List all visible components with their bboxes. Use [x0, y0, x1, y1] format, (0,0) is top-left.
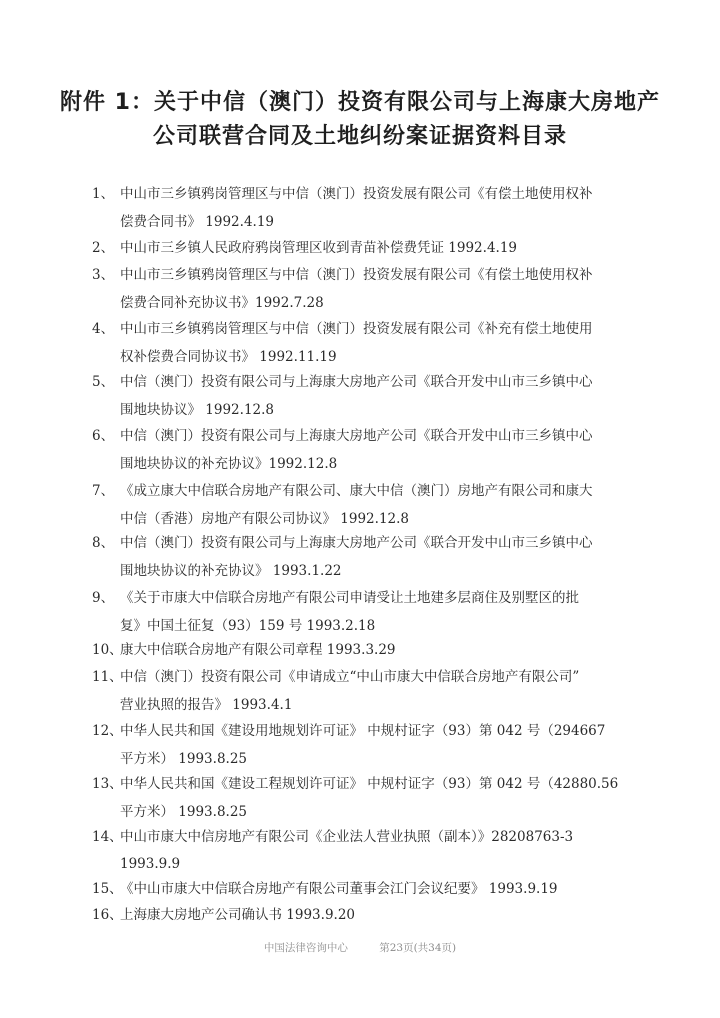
- item-text-line: 中信（澳门）投资有限公司与上海康大房地产公司《联合开发中山市三乡镇中心: [120, 428, 593, 444]
- item-number: 12、: [92, 723, 123, 739]
- item-number: 15、: [92, 881, 123, 897]
- item-text-line: 中山市康大中信房地产有限公司《企业法人营业执照（副本）》28208763-3: [120, 829, 574, 845]
- item-number: 14、: [92, 829, 123, 845]
- item-text-line: 平方米） 1993.8.25: [120, 751, 247, 767]
- item-text-line: 权补偿费合同协议书》 1992.11.19: [120, 349, 337, 365]
- item-text-line: 营业执照的报告》 1993.4.1: [120, 697, 293, 713]
- item-text-line: 中信（澳门）投资有限公司与上海康大房地产公司《联合开发中山市三乡镇中心: [120, 535, 593, 551]
- item-text-line: 围地块协议》 1992.12.8: [120, 402, 274, 418]
- document-title-line-1: 附件 1：关于中信（澳门）投资有限公司与上海康大房地产: [60, 90, 660, 115]
- item-number: 2、: [92, 240, 115, 256]
- item-number: 5、: [92, 374, 115, 390]
- item-number: 11、: [92, 669, 123, 685]
- item-text-line: 中山市三乡镇鸦岗管理区与中信（澳门）投资发展有限公司《有偿土地使用权补: [120, 186, 593, 202]
- item-text-line: 中华人民共和国《建设用地规划许可证》 中规村证字（93）第 042 号（294667: [120, 723, 606, 739]
- item-text-line: 围地块协议的补充协议》 1993.1.22: [120, 563, 342, 579]
- item-text-line: 中信（澳门）投资有限公司与上海康大房地产公司《联合开发中山市三乡镇中心: [120, 374, 593, 390]
- item-text-line: 中华人民共和国《建设工程规划许可证》 中规村证字（93）第 042 号（42880.56: [120, 776, 619, 792]
- footer-organization: 中国法律咨询中心: [263, 942, 348, 954]
- item-text-line: 中山市三乡镇人民政府鸦岗管理区收到青苗补偿费凭证 1992.4.19: [120, 240, 517, 256]
- item-text-line: 1993.9.9: [120, 856, 181, 872]
- item-text-line: 上海康大房地产公司确认书 1993.9.20: [120, 907, 355, 923]
- item-text-line: 《关于市康大中信联合房地产有限公司申请受让土地建多层商住及别墅区的批: [120, 590, 579, 606]
- item-text-line: 《中山市康大中信联合房地产有限公司董事会江门会议纪要》 1993.9.19: [120, 881, 558, 897]
- item-text-line: 偿费合同书》 1992.4.19: [120, 214, 274, 230]
- item-number: 8、: [92, 535, 115, 551]
- item-text-line: 中山市三乡镇鸦岗管理区与中信（澳门）投资发展有限公司《补充有偿土地使用: [120, 321, 593, 337]
- item-text-line: 《成立康大中信联合房地产有限公司、康大中信（澳门）房地产有限公司和康大: [120, 483, 593, 499]
- item-text-line: 平方米） 1993.8.25: [120, 804, 247, 820]
- item-text-line: 围地块协议的补充协议》1992.12.8: [120, 456, 338, 472]
- footer-page-number: 第23页(共34页): [379, 942, 457, 954]
- item-number: 16、: [92, 907, 123, 923]
- item-number: 9、: [92, 590, 115, 606]
- page-footer: [0, 940, 720, 955]
- item-text-line: 中信（香港）房地产有限公司协议》 1992.12.8: [120, 511, 409, 527]
- item-text-line: 中山市三乡镇鸦岗管理区与中信（澳门）投资发展有限公司《有偿土地使用权补: [120, 267, 593, 283]
- item-text-line: 偿费合同补充协议书》1992.7.28: [120, 295, 324, 311]
- item-number: 3、: [92, 267, 115, 283]
- item-number: 4、: [92, 321, 115, 337]
- item-text-line: 康大中信联合房地产有限公司章程 1993.3.29: [120, 642, 396, 658]
- item-number: 1、: [92, 186, 115, 202]
- item-text-line: 复》中国土征复（93）159 号 1993.2.18: [120, 618, 376, 634]
- item-number: 7、: [92, 483, 115, 499]
- item-number: 6、: [92, 428, 115, 444]
- document-title-line-2: 公司联营合同及土地纠纷案证据资料目录: [152, 124, 567, 149]
- item-number: 13、: [92, 776, 123, 792]
- item-number: 10、: [92, 642, 123, 658]
- item-text-line: 中信（澳门）投资有限公司《申请成立“中山市康大中信联合房地产有限公司”: [120, 669, 580, 685]
